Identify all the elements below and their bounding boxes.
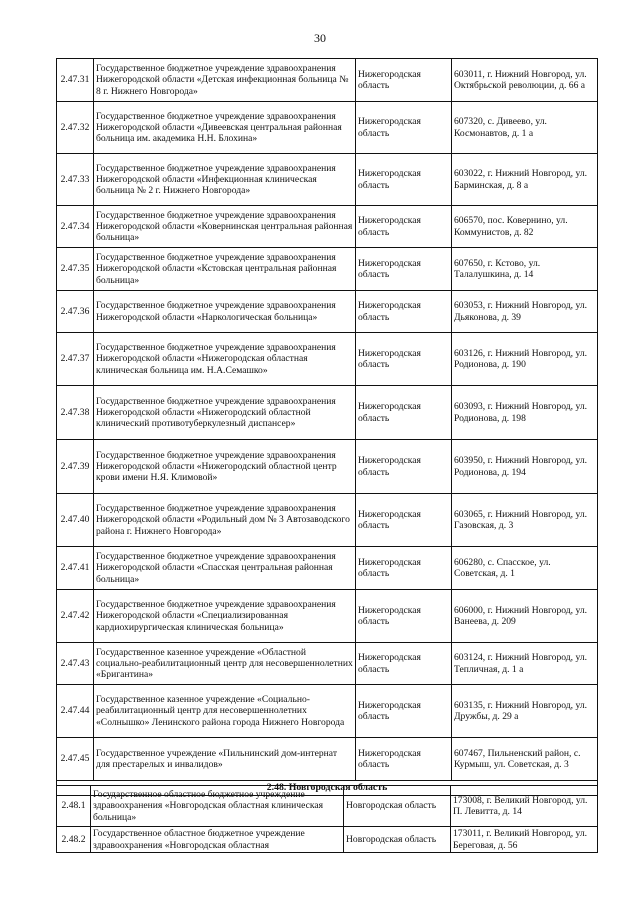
region: Нижегородская область xyxy=(356,333,452,386)
organization-name: Государственное бюджетное учреждение здравоохранения Нижегородской области «Наркологическая больница» xyxy=(94,291,356,333)
region: Нижегородская область xyxy=(356,738,452,781)
organization-name: Государственное бюджетное учреждение здравоохранения Нижегородской области «Спасская центральная районная больница» xyxy=(94,547,356,590)
region: Нижегородская область xyxy=(356,154,452,206)
address: 603022, г. Нижний Новгород, ул. Барминская, д. 8 а xyxy=(452,154,598,206)
address: 603093, г. Нижний Новгород, ул. Родионова, д. 198 xyxy=(452,386,598,440)
address: 173011, г. Великий Новгород, ул. Береговая, д. 56 xyxy=(451,827,598,853)
region: Нижегородская область xyxy=(356,386,452,440)
row-number: 2.47.45 xyxy=(57,738,94,781)
organization-name: Государственное бюджетное учреждение здравоохранения Нижегородской области «Дивеевская центральная районная больница им. академика Н.Н. Блохина» xyxy=(94,102,356,154)
row-number: 2.47.37 xyxy=(57,333,94,386)
address: 607650, г. Кстово, ул. Талалушкина, д. 14 xyxy=(452,248,598,291)
organization-name: Государственное казенное учреждение «Социально-реабилитационный центр для несовершеннолетних «Солнышко» Ленинского района города Нижнего Новгорода xyxy=(94,685,356,738)
row-number: 2.47.43 xyxy=(57,643,94,685)
row-number: 2.48.1 xyxy=(57,786,91,827)
table-row xyxy=(57,333,598,386)
row-number: 2.47.40 xyxy=(57,494,94,547)
organization-name: Государственное бюджетное учреждение здравоохранения Нижегородской области «Специализированная кардиохирургическая клиническая больница» xyxy=(94,590,356,643)
region: Нижегородская область xyxy=(356,494,452,547)
table-row xyxy=(57,291,598,333)
address: 603124, г. Нижний Новгород, ул. Тепличная, д. 1 а xyxy=(452,643,598,685)
row-number: 2.47.42 xyxy=(57,590,94,643)
table-row xyxy=(57,386,598,440)
table-row xyxy=(57,738,598,781)
table-row xyxy=(57,248,598,291)
region: Нижегородская область xyxy=(356,685,452,738)
address: 606280, с. Спасское, ул. Советская, д. 1 xyxy=(452,547,598,590)
address: 603950, г. Нижний Новгород, ул. Родионова, д. 194 xyxy=(452,440,598,494)
address: 173008, г. Великий Новгород, ул. П. Левитта, д. 14 xyxy=(451,786,598,827)
region: Нижегородская область xyxy=(356,643,452,685)
table-row xyxy=(57,547,598,590)
page-number: 30 xyxy=(314,31,326,45)
address: 603135, г. Нижний Новгород, ул. Дружбы, д. 29 а xyxy=(452,685,598,738)
organization-name: Государственное бюджетное учреждение здравоохранения Нижегородской области «Ковернинская центральная районная больница» xyxy=(94,206,356,248)
organization-name: Государственное бюджетное учреждение здравоохранения Нижегородской области «Инфекционная клиническая больница № 2 г. Нижнего Новгорода» xyxy=(94,154,356,206)
region: Нижегородская область xyxy=(356,590,452,643)
row-number: 2.47.44 xyxy=(57,685,94,738)
organization-name: Государственное казенное учреждение «Областной социально-реабилитационный центр для несовершеннолетних «Бригантина» xyxy=(94,643,356,685)
section-title: 2.48. Новгородская область xyxy=(57,781,598,796)
row-number: 2.47.32 xyxy=(57,102,94,154)
region: Нижегородская область xyxy=(356,59,452,102)
organization-name: Государственное областное бюджетное учреждение здравоохранения «Новгородская областная xyxy=(91,827,344,853)
address: 607320, с. Дивеево, ул. Космонавтов, д. 1 а xyxy=(452,102,598,154)
row-number: 2.47.38 xyxy=(57,386,94,440)
address: 603011, г. Нижний Новгород, ул. Октябрьской революции, д. 66 а xyxy=(452,59,598,102)
organization-name: Государственное областное бюджетное учреждение здравоохранения «Новгородская областная клиническая больница» xyxy=(91,786,344,827)
address: 603126, г. Нижний Новгород, ул. Родионова, д. 190 xyxy=(452,333,598,386)
region: Нижегородская область xyxy=(356,291,452,333)
organization-name: Государственное учреждение «Пильнинский дом-интернат для престарелых и инвалидов» xyxy=(94,738,356,781)
region: Нижегородская область xyxy=(356,206,452,248)
table-row xyxy=(57,440,598,494)
organization-name: Государственное бюджетное учреждение здравоохранения Нижегородской области «Нижегородский областной клинический противотуберкулезный диспансер» xyxy=(94,386,356,440)
address: 603053, г. Нижний Новгород, ул. Дьяконова, д. 39 xyxy=(452,291,598,333)
region: Новгородская область xyxy=(344,827,451,853)
table-row xyxy=(57,590,598,643)
row-number: 2.47.34 xyxy=(57,206,94,248)
region: Нижегородская область xyxy=(356,440,452,494)
table-row xyxy=(57,59,598,102)
address: 606000, г. Нижний Новгород, ул. Ванеева, д. 209 xyxy=(452,590,598,643)
row-number: 2.47.35 xyxy=(57,248,94,291)
row-number: 2.47.36 xyxy=(57,291,94,333)
organization-name: Государственное бюджетное учреждение здравоохранения Нижегородской области «Кстовская центральная районная больница» xyxy=(94,248,356,291)
table-row xyxy=(57,685,598,738)
organization-name: Государственное бюджетное учреждение здравоохранения Нижегородской области «Детская инфекционная больница № 8 г. Нижнего Новгорода» xyxy=(94,59,356,102)
row-number: 2.47.41 xyxy=(57,547,94,590)
region: Нижегородская область xyxy=(356,102,452,154)
row-number: 2.47.39 xyxy=(57,440,94,494)
table-row xyxy=(57,643,598,685)
institutions-table xyxy=(56,58,598,796)
organization-name: Государственное бюджетное учреждение здравоохранения Нижегородской области «Нижегородская областная клиническая больница им. Н.А.Семашко» xyxy=(94,333,356,386)
region: Нижегородская область xyxy=(356,248,452,291)
row-number: 2.47.33 xyxy=(57,154,94,206)
table-row xyxy=(57,827,598,853)
table-row xyxy=(57,206,598,248)
address: 603065, г. Нижний Новгород, ул. Газовская, д. 3 xyxy=(452,494,598,547)
table-row xyxy=(57,154,598,206)
organization-name: Государственное бюджетное учреждение здравоохранения Нижегородской области «Нижегородский областной центр крови имени Н.Я. Климовой» xyxy=(94,440,356,494)
table-row xyxy=(57,786,598,827)
row-number: 2.48.2 xyxy=(57,827,91,853)
row-number: 2.47.31 xyxy=(57,59,94,102)
region: Нижегородская область xyxy=(356,547,452,590)
institutions-table-section-2 xyxy=(56,785,598,853)
table-row xyxy=(57,102,598,154)
table-row xyxy=(57,494,598,547)
organization-name: Государственное бюджетное учреждение здравоохранения Нижегородской области «Родильный дом № 3 Автозаводского района г. Нижнего Новгорода» xyxy=(94,494,356,547)
region: Новгородская область xyxy=(344,786,451,827)
address: 607467, Пильненский район, с. Курмыш, ул. Советская, д. 3 xyxy=(452,738,598,781)
address: 606570, пос. Ковернино, ул. Коммунистов, д. 82 xyxy=(452,206,598,248)
